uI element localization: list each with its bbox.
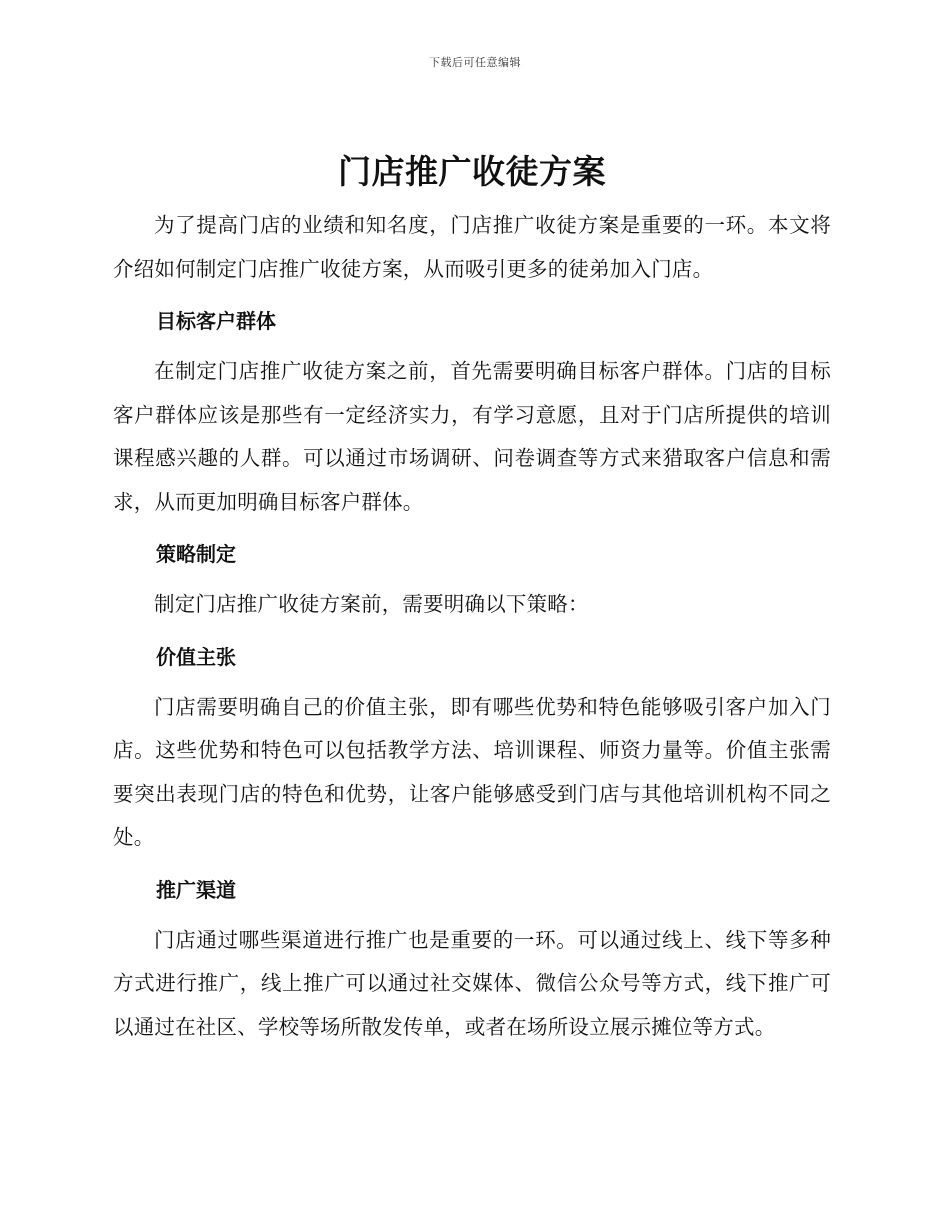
section-paragraph: 门店通过哪些渠道进行推广也是重要的一环。可以通过线上、线下等多种方式进行推广，线上推广可以通过社交媒体、微信公众号等方式，线下推广可以通过在社区、学校等场所散发传单，或者在场所设立展示摊位等方式。 <box>113 927 831 1039</box>
section-target-customers <box>113 306 831 524</box>
section-heading: 推广渠道 <box>156 877 236 902</box>
section-paragraph: 在制定门店推广收徒方案之前，首先需要明确目标客户群体。门店的目标客户群体应该是那些有一定经济实力，有学习意愿，且对于门店所提供的培训课程感兴趣的人群。可以通过市场调研、问卷调查等方式来猎取客户信息和需求，从而更加明确目标客户群体。 <box>113 359 831 514</box>
section-heading: 价值主张 <box>156 644 236 669</box>
section-heading: 策略制定 <box>156 542 236 566</box>
section-strategy <box>113 539 831 627</box>
document-body <box>113 148 831 1049</box>
section-paragraph: 制定门店推广收徒方案前，需要明确以下策略： <box>154 592 589 616</box>
section-heading: 目标客户群体 <box>156 309 276 333</box>
section-value-proposition <box>113 642 831 860</box>
section-promotion-channels <box>113 875 831 1050</box>
intro-paragraph: 为了提高门店的业绩和知名度，门店推广收徒方案是重要的一环。本文将介绍如何制定门店推广收徒方案，从而吸引更多的徒弟加入门店。 <box>113 213 831 281</box>
header-note: 下载后可任意编辑 <box>429 56 521 69</box>
document-title: 门店推广收徒方案 <box>338 152 606 191</box>
section-paragraph: 门店需要明确自己的价值主张，即有哪些优势和特色能够吸引客户加入门店。这些优势和特色可以包括教学方法、培训课程、师资力量等。价值主张需要突出表现门店的特色和优势，让客户能够感受到门店与其他培训机构不同之处。 <box>113 694 831 849</box>
